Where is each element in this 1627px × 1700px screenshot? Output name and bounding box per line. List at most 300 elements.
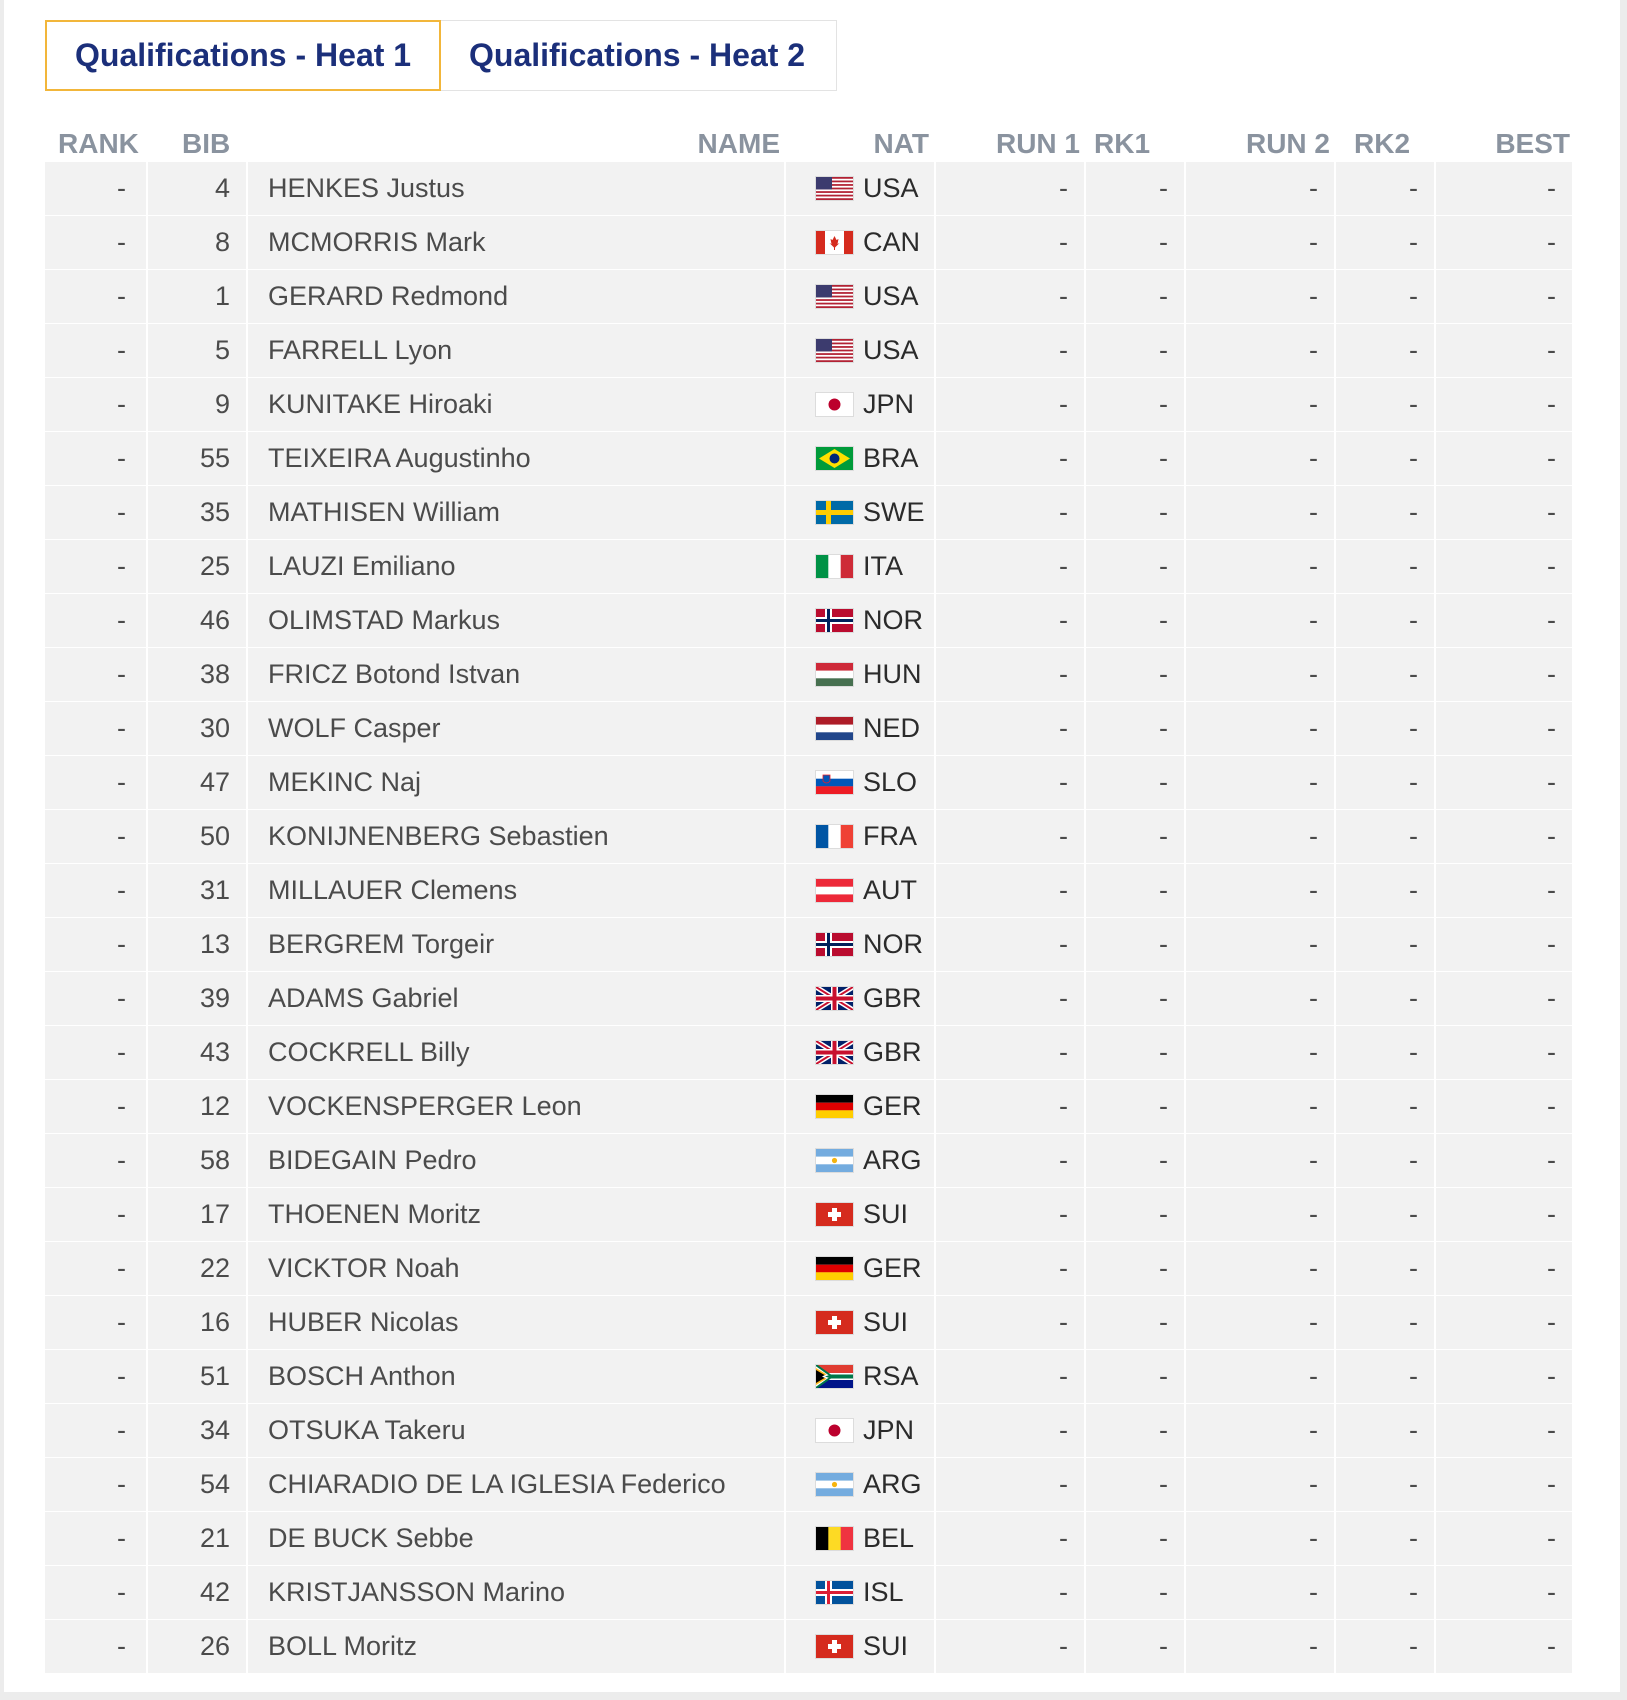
run2-score: - — [1184, 1404, 1334, 1457]
run2-score: - — [1184, 1026, 1334, 1079]
run1-score: - — [934, 324, 1084, 377]
table-row[interactable] — [45, 1188, 1572, 1242]
athlete-name[interactable]: ADAMS Gabriel — [246, 972, 784, 1025]
athlete-name[interactable]: TEIXEIRA Augustinho — [246, 432, 784, 485]
bib-cell: 12 — [146, 1080, 246, 1133]
rk2-cell: - — [1334, 432, 1434, 485]
rk2-cell: - — [1334, 216, 1434, 269]
rank-cell: - — [117, 1577, 126, 1607]
table-row[interactable] — [45, 1458, 1572, 1512]
rank-cell: - — [117, 1145, 126, 1175]
nat-code: USA — [863, 335, 919, 365]
best-score: - — [1434, 432, 1572, 485]
run2-score: - — [1184, 1350, 1334, 1403]
nat-code: BRA — [863, 443, 919, 473]
nationality-cell — [784, 1512, 934, 1565]
nat-code: HUN — [863, 659, 922, 689]
rk1-cell: - — [1084, 918, 1184, 971]
rank-cell: - — [117, 983, 126, 1013]
nationality-cell — [784, 972, 934, 1025]
heat-tabs — [45, 20, 837, 91]
nationality-cell — [784, 324, 934, 377]
rank-cell: - — [117, 497, 126, 527]
nationality-cell — [784, 1242, 934, 1295]
rk2-cell: - — [1334, 702, 1434, 755]
nationality-cell — [784, 162, 934, 215]
rk1-cell: - — [1084, 1242, 1184, 1295]
slovenia-flag-icon — [816, 771, 853, 794]
norway-flag-icon — [816, 609, 853, 632]
table-row[interactable] — [45, 1080, 1572, 1134]
bib-cell: 16 — [146, 1296, 246, 1349]
column-header-run1[interactable]: RUN 1 — [995, 128, 1080, 159]
column-header-rk2[interactable]: RK2 — [1354, 128, 1411, 159]
rk2-cell: - — [1334, 1080, 1434, 1133]
rk2-cell: - — [1334, 1566, 1434, 1619]
bib-cell: 35 — [146, 486, 246, 539]
nat-code: JPN — [863, 389, 915, 419]
column-header-nat[interactable]: NAT — [873, 128, 929, 159]
best-score: - — [1434, 1026, 1572, 1079]
athlete-name[interactable]: GERARD Redmond — [246, 270, 784, 323]
run1-score: - — [934, 216, 1084, 269]
nationality-cell — [784, 1134, 934, 1187]
nationality-cell — [784, 810, 934, 863]
japan-flag-icon — [816, 393, 853, 416]
athlete-name[interactable]: MATHISEN William — [246, 486, 784, 539]
athlete-name[interactable]: OLIMSTAD Markus — [246, 594, 784, 647]
germany-flag-icon — [816, 1257, 853, 1280]
athlete-name[interactable]: HUBER Nicolas — [246, 1296, 784, 1349]
rk2-cell: - — [1334, 378, 1434, 431]
bib-cell: 21 — [146, 1512, 246, 1565]
rk1-cell: - — [1084, 1080, 1184, 1133]
rank-cell: - — [117, 173, 126, 203]
bib-cell: 46 — [146, 594, 246, 647]
run2-score: - — [1184, 1566, 1334, 1619]
bib-cell: 26 — [146, 1620, 246, 1673]
rk1-cell: - — [1084, 594, 1184, 647]
rank-cell: - — [117, 335, 126, 365]
nationality-cell — [784, 756, 934, 809]
nat-code: SLO — [863, 767, 918, 797]
run2-score: - — [1184, 648, 1334, 701]
italy-flag-icon — [816, 555, 853, 578]
rk2-cell: - — [1334, 1458, 1434, 1511]
germany-flag-icon — [816, 1095, 853, 1118]
run1-score: - — [934, 1566, 1084, 1619]
best-score: - — [1434, 648, 1572, 701]
table-row[interactable] — [45, 1242, 1572, 1296]
south-africa-flag-icon — [816, 1365, 853, 1388]
athlete-name[interactable]: WOLF Casper — [246, 702, 784, 755]
rank-cell: - — [117, 713, 126, 743]
switzerland-flag-icon — [816, 1311, 853, 1334]
nat-code: NOR — [863, 605, 923, 635]
table-row[interactable] — [45, 702, 1572, 756]
nationality-cell — [784, 1404, 934, 1457]
nationality-cell — [784, 648, 934, 701]
run2-score: - — [1184, 1458, 1334, 1511]
best-score: - — [1434, 1458, 1572, 1511]
bib-cell: 50 — [146, 810, 246, 863]
nat-code: FRA — [863, 821, 917, 851]
table-row[interactable] — [45, 1566, 1572, 1620]
nationality-cell — [784, 378, 934, 431]
best-score: - — [1434, 1566, 1572, 1619]
switzerland-flag-icon — [816, 1635, 853, 1658]
run1-score: - — [934, 1512, 1084, 1565]
table-row[interactable] — [45, 432, 1572, 486]
nat-code: JPN — [863, 1415, 915, 1445]
run1-score: - — [934, 702, 1084, 755]
rk1-cell: - — [1084, 1458, 1184, 1511]
table-row[interactable] — [45, 1350, 1572, 1404]
rk2-cell: - — [1334, 1296, 1434, 1349]
best-score: - — [1434, 1188, 1572, 1241]
rk1-cell: - — [1084, 378, 1184, 431]
table-row[interactable] — [45, 1620, 1572, 1673]
nationality-cell — [784, 1350, 934, 1403]
best-score: - — [1434, 1296, 1572, 1349]
run2-score: - — [1184, 1188, 1334, 1241]
rk2-cell: - — [1334, 1242, 1434, 1295]
nationality-cell — [784, 1296, 934, 1349]
athlete-name[interactable]: KUNITAKE Hiroaki — [246, 378, 784, 431]
table-row[interactable] — [45, 594, 1572, 648]
table-row[interactable] — [45, 918, 1572, 972]
table-row[interactable] — [45, 1134, 1572, 1188]
nat-code: ITA — [863, 551, 903, 581]
column-header-bib[interactable]: BIB — [182, 128, 231, 159]
rk2-cell: - — [1334, 648, 1434, 701]
table-row[interactable] — [45, 540, 1572, 594]
bib-cell: 8 — [146, 216, 246, 269]
hungary-flag-icon — [816, 663, 853, 686]
nat-code: USA — [863, 281, 919, 311]
athlete-name[interactable]: COCKRELL Billy — [246, 1026, 784, 1079]
table-row[interactable] — [45, 324, 1572, 378]
rank-cell: - — [117, 767, 126, 797]
athlete-name[interactable]: MEKINC Naj — [246, 756, 784, 809]
results-panel — [4, 0, 1620, 1692]
run1-score: - — [934, 540, 1084, 593]
bib-cell: 9 — [146, 378, 246, 431]
bib-cell: 5 — [146, 324, 246, 377]
best-score: - — [1434, 702, 1572, 755]
usa-flag-icon — [816, 177, 853, 200]
run1-score: - — [934, 1620, 1084, 1673]
run1-score: - — [934, 1350, 1084, 1403]
run2-score: - — [1184, 918, 1334, 971]
table-row[interactable] — [45, 270, 1572, 324]
best-score: - — [1434, 162, 1572, 215]
bib-cell: 38 — [146, 648, 246, 701]
nationality-cell — [784, 1458, 934, 1511]
table-row[interactable] — [45, 1512, 1572, 1566]
athlete-name[interactable]: MILLAUER Clemens — [246, 864, 784, 917]
run1-score: - — [934, 1404, 1084, 1457]
run2-score: - — [1184, 540, 1334, 593]
rank-cell: - — [117, 1037, 126, 1067]
run1-score: - — [934, 1458, 1084, 1511]
rk2-cell: - — [1334, 540, 1434, 593]
best-score: - — [1434, 756, 1572, 809]
best-score: - — [1434, 540, 1572, 593]
run1-score: - — [934, 864, 1084, 917]
run1-score: - — [934, 594, 1084, 647]
table-row[interactable] — [45, 648, 1572, 702]
best-score: - — [1434, 1512, 1572, 1565]
brazil-flag-icon — [816, 447, 853, 470]
bib-cell: 47 — [146, 756, 246, 809]
nationality-cell — [784, 1188, 934, 1241]
run2-score: - — [1184, 594, 1334, 647]
column-header-rk1[interactable]: RK1 — [1094, 128, 1151, 159]
table-row[interactable] — [45, 1026, 1572, 1080]
athlete-name[interactable]: OTSUKA Takeru — [246, 1404, 784, 1457]
rk1-cell: - — [1084, 648, 1184, 701]
uk-flag-icon — [816, 987, 853, 1010]
netherlands-flag-icon — [816, 717, 853, 740]
rk2-cell: - — [1334, 1620, 1434, 1673]
run1-score: - — [934, 972, 1084, 1025]
nationality-cell — [784, 1620, 934, 1673]
athlete-name[interactable]: BOLL Moritz — [246, 1620, 784, 1673]
run2-score: - — [1184, 270, 1334, 323]
best-score: - — [1434, 1242, 1572, 1295]
rk1-cell: - — [1084, 432, 1184, 485]
table-row[interactable] — [45, 810, 1572, 864]
table-row[interactable] — [45, 378, 1572, 432]
column-header-run2[interactable]: RUN 2 — [1245, 128, 1330, 159]
france-flag-icon — [816, 825, 853, 848]
bib-cell: 22 — [146, 1242, 246, 1295]
tab-qualifications-heat-1[interactable]: Qualifications - Heat 1 — [45, 20, 441, 91]
athlete-name[interactable]: VOCKENSPERGER Leon — [246, 1080, 784, 1133]
athlete-name[interactable]: KONIJNENBERG Sebastien — [246, 810, 784, 863]
nationality-cell — [784, 594, 934, 647]
rank-cell: - — [117, 1523, 126, 1553]
rank-cell: - — [117, 659, 126, 689]
rk1-cell: - — [1084, 216, 1184, 269]
table-header — [45, 120, 1572, 162]
best-score: - — [1434, 486, 1572, 539]
bib-cell: 54 — [146, 1458, 246, 1511]
run2-score: - — [1184, 378, 1334, 431]
bib-cell: 17 — [146, 1188, 246, 1241]
results-table — [45, 120, 1572, 1673]
column-header-best[interactable]: BEST — [1495, 128, 1570, 159]
rk1-cell: - — [1084, 756, 1184, 809]
rk1-cell: - — [1084, 162, 1184, 215]
table-row[interactable] — [45, 972, 1572, 1026]
rank-cell: - — [117, 1307, 126, 1337]
run2-score: - — [1184, 756, 1334, 809]
nationality-cell — [784, 1080, 934, 1133]
best-score: - — [1434, 270, 1572, 323]
nationality-cell — [784, 540, 934, 593]
nationality-cell — [784, 486, 934, 539]
athlete-name[interactable]: MCMORRIS Mark — [246, 216, 784, 269]
column-header-rank[interactable]: RANK — [58, 128, 139, 159]
nat-code: SUI — [863, 1631, 909, 1661]
rank-cell: - — [117, 1253, 126, 1283]
athlete-name[interactable]: LAUZI Emiliano — [246, 540, 784, 593]
usa-flag-icon — [816, 285, 853, 308]
best-score: - — [1434, 1404, 1572, 1457]
run2-score: - — [1184, 1620, 1334, 1673]
usa-flag-icon — [816, 339, 853, 362]
best-score: - — [1434, 972, 1572, 1025]
best-score: - — [1434, 810, 1572, 863]
nat-code: ISL — [863, 1577, 904, 1607]
table-row[interactable] — [45, 162, 1572, 216]
run1-score: - — [934, 1134, 1084, 1187]
rk1-cell: - — [1084, 1296, 1184, 1349]
nationality-cell — [784, 864, 934, 917]
best-score: - — [1434, 1620, 1572, 1673]
athlete-name[interactable]: KRISTJANSSON Marino — [246, 1566, 784, 1619]
norway-flag-icon — [816, 933, 853, 956]
rk2-cell: - — [1334, 1134, 1434, 1187]
nat-code: CAN — [863, 227, 921, 257]
nat-code: GER — [863, 1253, 922, 1283]
nat-code: BEL — [863, 1523, 915, 1553]
table-row[interactable] — [45, 864, 1572, 918]
tab-qualifications-heat-2[interactable]: Qualifications - Heat 2 — [441, 20, 837, 91]
run1-score: - — [934, 1296, 1084, 1349]
best-score: - — [1434, 1134, 1572, 1187]
athlete-name[interactable]: BERGREM Torgeir — [246, 918, 784, 971]
japan-flag-icon — [816, 1419, 853, 1442]
rank-cell: - — [117, 227, 126, 257]
rk2-cell: - — [1334, 864, 1434, 917]
athlete-name[interactable]: BOSCH Anthon — [246, 1350, 784, 1403]
sweden-flag-icon — [816, 501, 853, 524]
table-row[interactable] — [45, 216, 1572, 270]
run1-score: - — [934, 918, 1084, 971]
athlete-name[interactable]: FRICZ Botond Istvan — [246, 648, 784, 701]
athlete-name[interactable]: THOENEN Moritz — [246, 1188, 784, 1241]
rank-cell: - — [117, 389, 126, 419]
rk2-cell: - — [1334, 1188, 1434, 1241]
run2-score: - — [1184, 216, 1334, 269]
run1-score: - — [934, 162, 1084, 215]
best-score: - — [1434, 594, 1572, 647]
best-score: - — [1434, 918, 1572, 971]
rk1-cell: - — [1084, 1404, 1184, 1457]
table-row[interactable] — [45, 1296, 1572, 1350]
nat-code: SWE — [863, 497, 925, 527]
run1-score: - — [934, 1242, 1084, 1295]
rk2-cell: - — [1334, 324, 1434, 377]
run1-score: - — [934, 378, 1084, 431]
rank-cell: - — [117, 1091, 126, 1121]
column-header-name[interactable]: NAME — [697, 128, 780, 159]
bib-cell: 4 — [146, 162, 246, 215]
rk1-cell: - — [1084, 1512, 1184, 1565]
athlete-name[interactable]: CHIARADIO DE LA IGLESIA Federico — [246, 1458, 784, 1511]
nat-code: GBR — [863, 983, 922, 1013]
rk1-cell: - — [1084, 1566, 1184, 1619]
best-score: - — [1434, 1350, 1572, 1403]
rank-cell: - — [117, 1361, 126, 1391]
table-row[interactable] — [45, 1404, 1572, 1458]
athlete-name[interactable]: HENKES Justus — [246, 162, 784, 215]
nationality-cell — [784, 432, 934, 485]
nationality-cell — [784, 270, 934, 323]
run2-score: - — [1184, 1080, 1334, 1133]
run2-score: - — [1184, 432, 1334, 485]
nat-code: GER — [863, 1091, 922, 1121]
rk2-cell: - — [1334, 1350, 1434, 1403]
athlete-name[interactable]: DE BUCK Sebbe — [246, 1512, 784, 1565]
rk2-cell: - — [1334, 486, 1434, 539]
rk1-cell: - — [1084, 810, 1184, 863]
run2-score: - — [1184, 1134, 1334, 1187]
rk2-cell: - — [1334, 270, 1434, 323]
athlete-name[interactable]: VICKTOR Noah — [246, 1242, 784, 1295]
argentina-flag-icon — [816, 1149, 853, 1172]
bib-cell: 39 — [146, 972, 246, 1025]
run2-score: - — [1184, 1242, 1334, 1295]
run1-score: - — [934, 1080, 1084, 1133]
rk1-cell: - — [1084, 702, 1184, 755]
athlete-name[interactable]: FARRELL Lyon — [246, 324, 784, 377]
rank-cell: - — [117, 821, 126, 851]
rk2-cell: - — [1334, 756, 1434, 809]
run1-score: - — [934, 1188, 1084, 1241]
argentina-flag-icon — [816, 1473, 853, 1496]
bib-cell: 13 — [146, 918, 246, 971]
best-score: - — [1434, 324, 1572, 377]
switzerland-flag-icon — [816, 1203, 853, 1226]
run2-score: - — [1184, 162, 1334, 215]
rank-cell: - — [117, 281, 126, 311]
rank-cell: - — [117, 1469, 126, 1499]
rk2-cell: - — [1334, 810, 1434, 863]
rk2-cell: - — [1334, 594, 1434, 647]
rk1-cell: - — [1084, 486, 1184, 539]
nat-code: SUI — [863, 1307, 909, 1337]
run2-score: - — [1184, 972, 1334, 1025]
run2-score: - — [1184, 1512, 1334, 1565]
run1-score: - — [934, 648, 1084, 701]
run1-score: - — [934, 486, 1084, 539]
best-score: - — [1434, 216, 1572, 269]
rk1-cell: - — [1084, 1026, 1184, 1079]
rk1-cell: - — [1084, 864, 1184, 917]
uk-flag-icon — [816, 1041, 853, 1064]
bib-cell: 1 — [146, 270, 246, 323]
athlete-name[interactable]: BIDEGAIN Pedro — [246, 1134, 784, 1187]
rank-cell: - — [117, 605, 126, 635]
rk2-cell: - — [1334, 972, 1434, 1025]
table-row[interactable] — [45, 756, 1572, 810]
rank-cell: - — [117, 1199, 126, 1229]
rk2-cell: - — [1334, 1512, 1434, 1565]
rank-cell: - — [117, 1415, 126, 1445]
best-score: - — [1434, 378, 1572, 431]
nat-code: GBR — [863, 1037, 922, 1067]
rk1-cell: - — [1084, 270, 1184, 323]
bib-cell: 43 — [146, 1026, 246, 1079]
rk2-cell: - — [1334, 1404, 1434, 1457]
rk1-cell: - — [1084, 1134, 1184, 1187]
bib-cell: 31 — [146, 864, 246, 917]
table-row[interactable] — [45, 486, 1572, 540]
